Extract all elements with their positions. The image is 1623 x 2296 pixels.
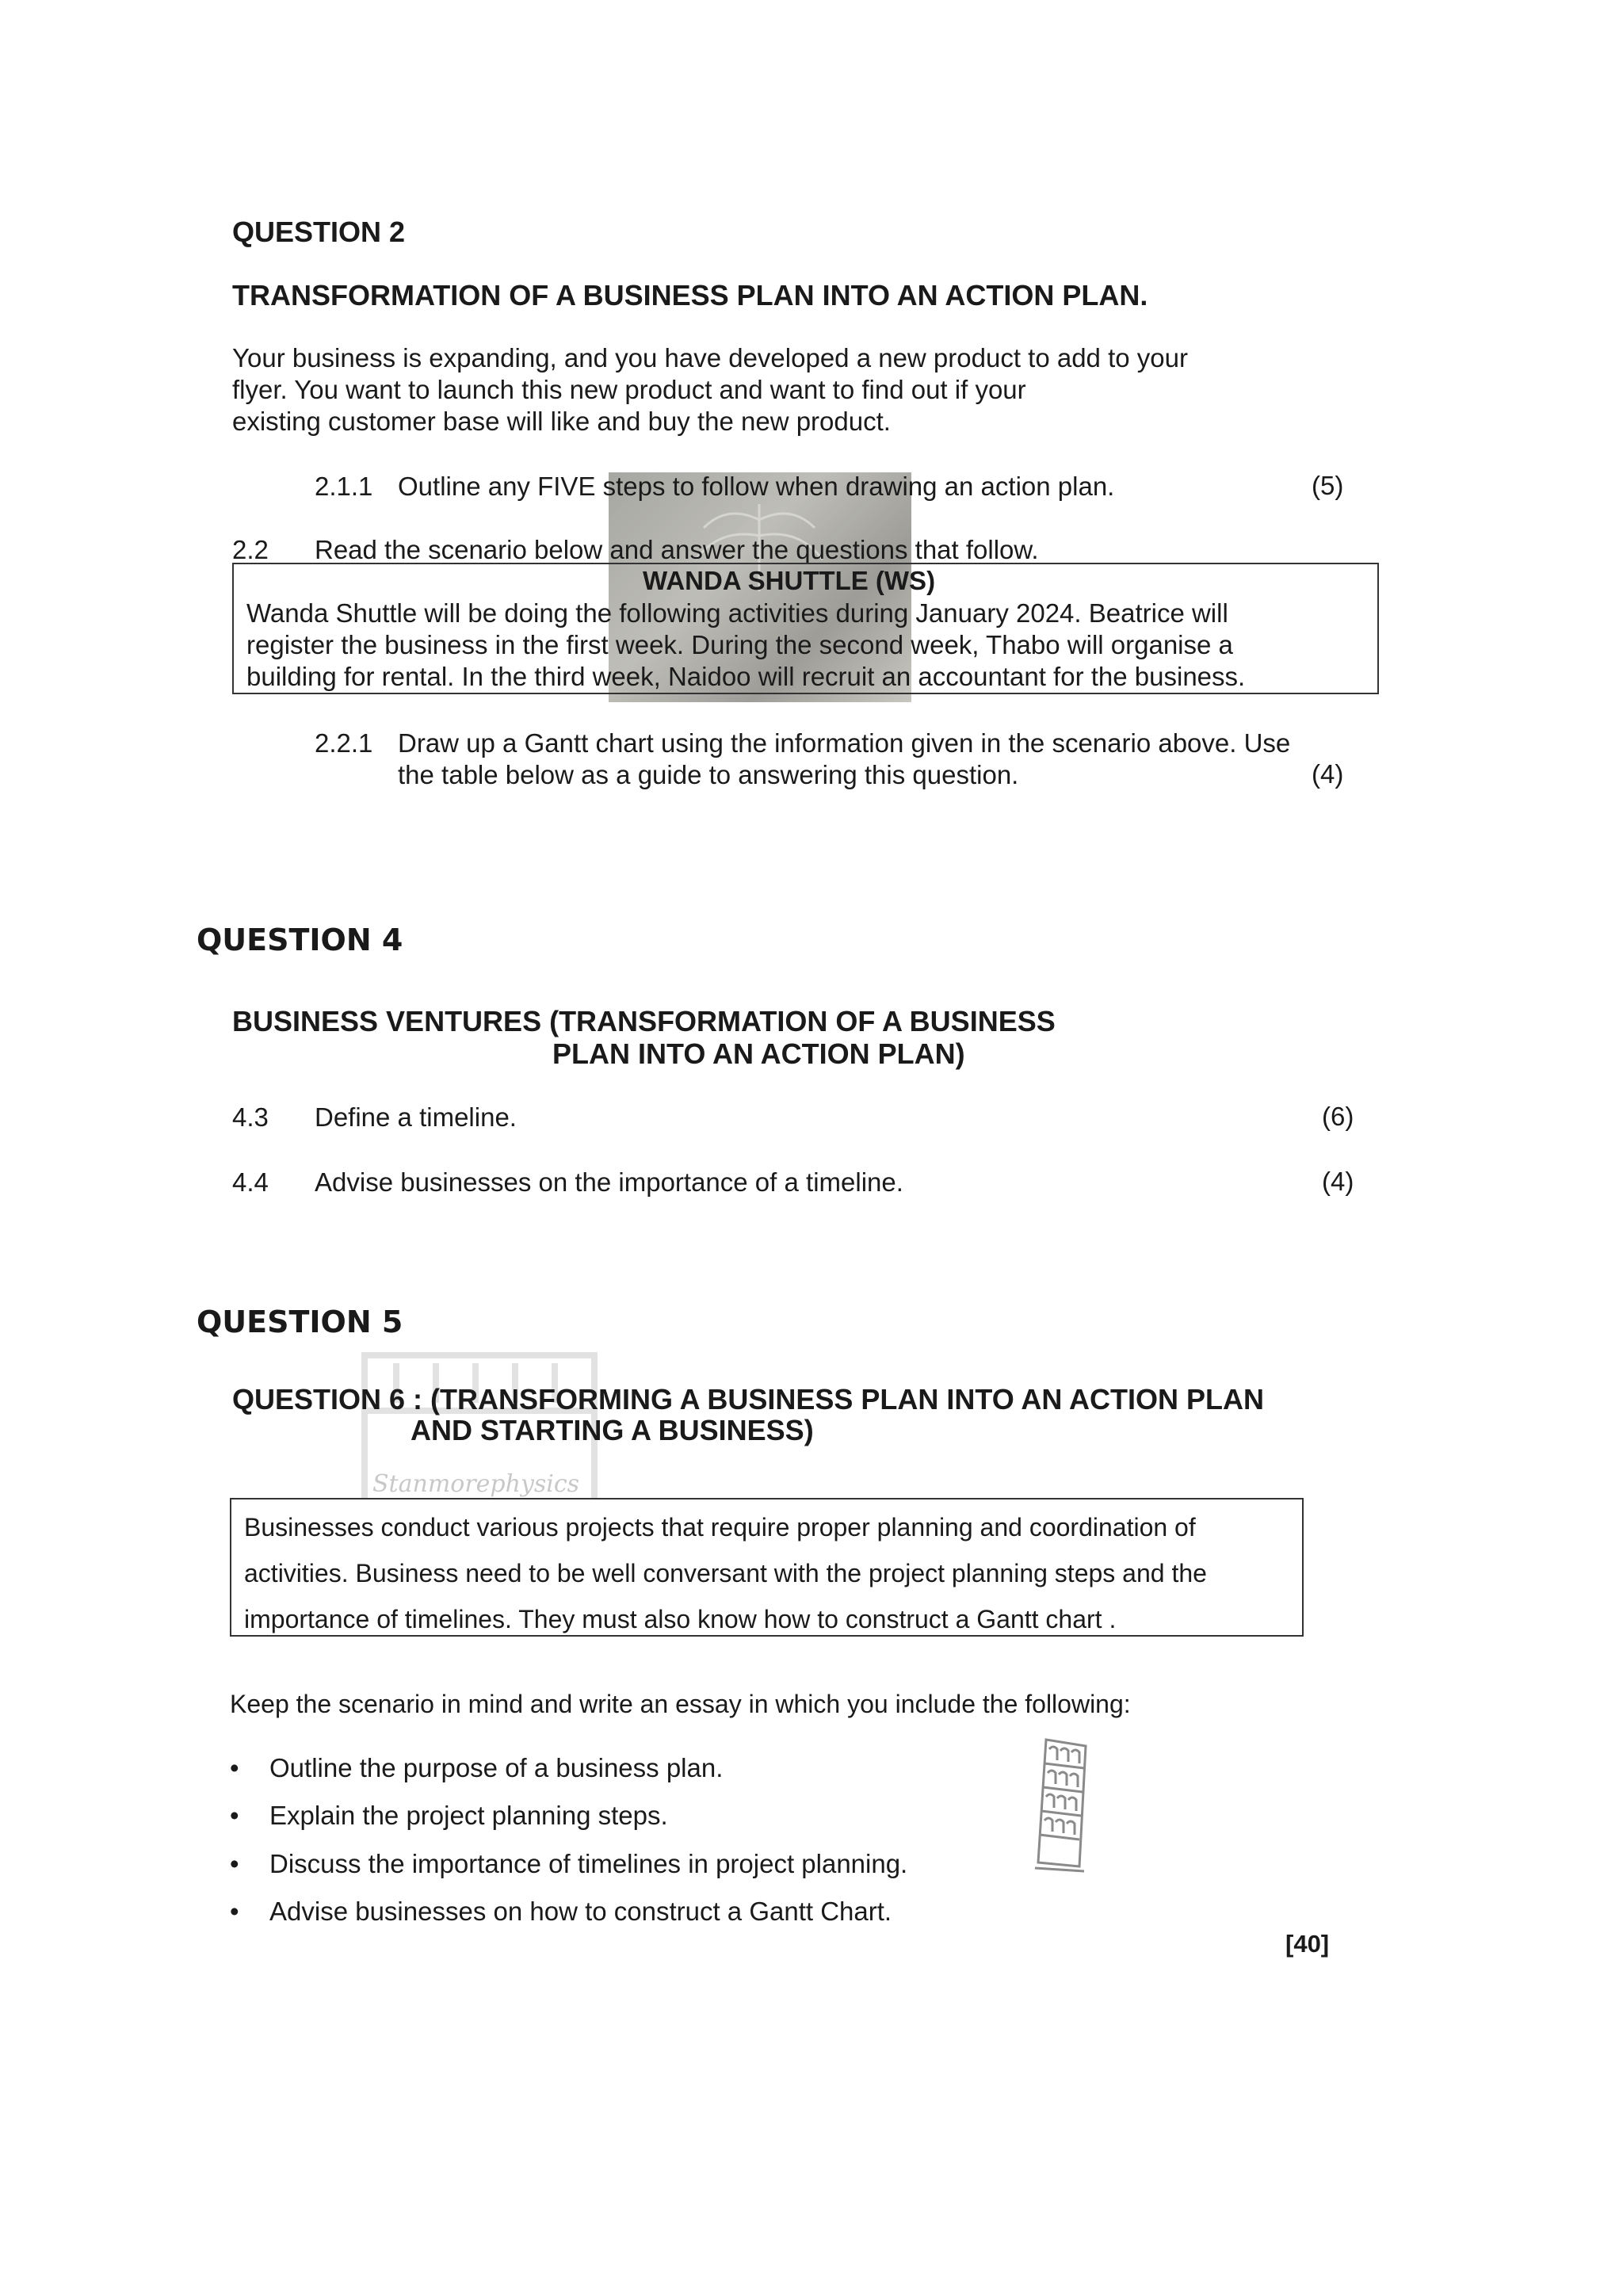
q2-heading: QUESTION 2	[232, 216, 406, 248]
q2-intro-line: flyer. You want to launch this new product and want to find out if your	[232, 375, 1026, 404]
scenario-line: importance of timelines. They must also know how to construct a Gantt chart .	[244, 1605, 1117, 1633]
q5-heading: QUESTION 5	[197, 1305, 403, 1339]
bullet-icon: •	[230, 1897, 239, 1926]
watermark-text: Stanmorephysics	[372, 1470, 580, 1498]
bullet-text: Discuss the importance of timelines in project planning.	[269, 1849, 908, 1878]
bullet-text: Outline the purpose of a business plan.	[269, 1753, 724, 1782]
q2-2-1-marks: (4)	[1312, 759, 1344, 789]
q2-2-text: Read the scenario below and answer the questions that follow.	[315, 535, 1039, 564]
q2-intro-line: existing customer base will like and buy the new product.	[232, 407, 891, 436]
q4-title-line2: PLAN INTO AN ACTION PLAN)	[552, 1037, 965, 1070]
scenario-box	[230, 1498, 1304, 1637]
scenario-text	[244, 1504, 1207, 1642]
total-marks: [40]	[1285, 1930, 1330, 1958]
q4-heading: QUESTION 4	[197, 923, 403, 957]
q2-2-1-line: the table below as a guide to answering this question.	[398, 760, 1019, 789]
q2-intro-line: Your business is expanding, and you have developed a new product to add to your	[232, 343, 1188, 372]
bullet-text: Explain the project planning steps.	[269, 1801, 668, 1830]
bullet-icon: •	[230, 1849, 239, 1878]
q2-2-1-line: Draw up a Gantt chart using the information given in the scenario above. Use	[398, 728, 1291, 758]
bullet-icon: •	[230, 1753, 239, 1782]
q4-3-text: Define a timeline.	[315, 1102, 517, 1132]
case-study-title: WANDA SHUTTLE (WS)	[643, 566, 936, 595]
q4-4-number: 4.4	[232, 1167, 269, 1197]
q4-4-text: Advise businesses on the importance of a timeline.	[315, 1167, 903, 1197]
q2-title: TRANSFORMATION OF A BUSINESS PLAN INTO AN ACTION PLAN.	[232, 279, 1148, 311]
q4-4-marks: (4)	[1322, 1167, 1354, 1196]
q2-intro	[232, 342, 1188, 437]
q2-2-1-number: 2.2.1	[315, 728, 373, 758]
q2-2-number: 2.2	[232, 535, 269, 564]
q5-title-line1: QUESTION 6 : (TRANSFORMING A BUSINESS PLAN INTO AN ACTION PLAN	[232, 1383, 1265, 1415]
q4-3-number: 4.3	[232, 1102, 269, 1132]
q2-1-1-marks: (5)	[1312, 471, 1344, 500]
q2-2-1-text	[398, 728, 1290, 791]
scenario-line: activities. Business need to be well conversant with the project planning steps and the	[244, 1559, 1207, 1587]
case-study-box	[232, 563, 1379, 694]
q2-1-1-number: 2.1.1	[315, 472, 373, 501]
scenario-line: Businesses conduct various projects that require proper planning and coordination of	[244, 1513, 1196, 1541]
case-study-line: building for rental. In the third week, Naidoo will recruit an accountant for the business.	[246, 662, 1246, 691]
q4-3-marks: (6)	[1322, 1102, 1354, 1131]
q4-title-line1: BUSINESS VENTURES (TRANSFORMATION OF A BUSINESS	[232, 1005, 1056, 1037]
essay-instruction: Keep the scenario in mind and write an essay in which you include the following:	[230, 1690, 1131, 1718]
case-study-text	[246, 598, 1245, 693]
q2-1-1-text: Outline any FIVE steps to follow when drawing an action plan.	[398, 472, 1115, 501]
q5-title-line2: AND STARTING A BUSINESS)	[411, 1414, 814, 1446]
case-study-line: register the business in the first week. During the second week, Thabo will organise a	[246, 630, 1233, 659]
bullet-text: Advise businesses on how to construct a Gantt Chart.	[269, 1897, 892, 1926]
bullet-icon: •	[230, 1801, 239, 1830]
case-study-line: Wanda Shuttle will be doing the following activities during January 2024. Beatrice will	[246, 598, 1228, 628]
leaning-tower-icon	[1030, 1732, 1102, 1874]
